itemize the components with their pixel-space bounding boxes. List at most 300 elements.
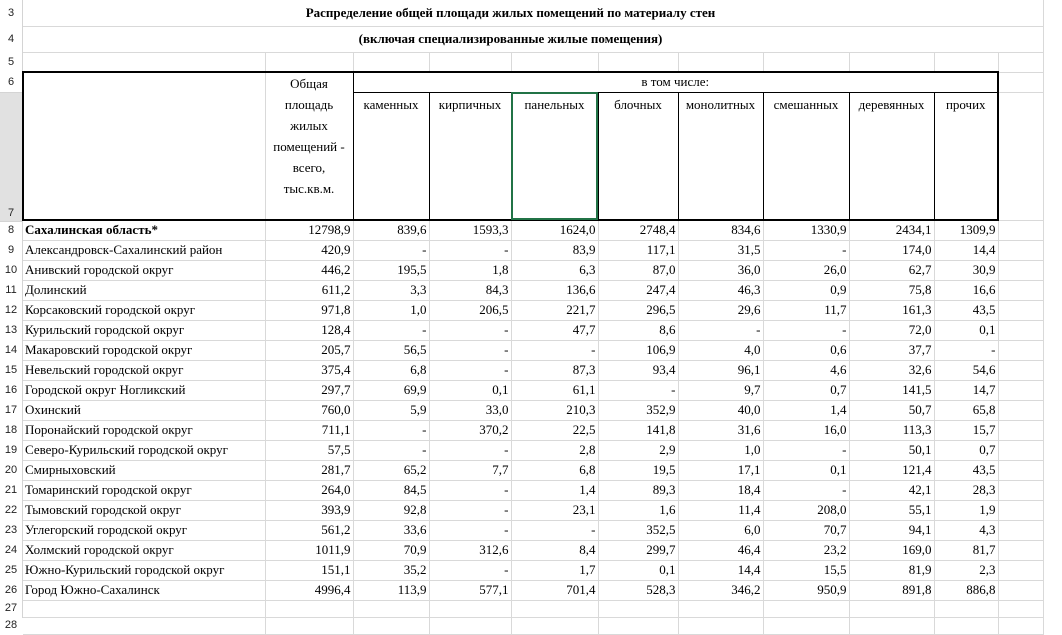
sheet-title-line2[interactable]: (включая специализированные жилые помещения) [23, 26, 998, 52]
row-value[interactable]: 8,4 [511, 540, 598, 560]
cell[interactable] [353, 617, 429, 634]
row-total[interactable]: 1011,9 [265, 540, 353, 560]
row-value[interactable]: 0,7 [934, 440, 998, 460]
row-value[interactable]: 136,6 [511, 280, 598, 300]
cell[interactable] [998, 420, 1043, 440]
cell[interactable] [23, 600, 265, 617]
row-value[interactable]: 352,9 [598, 400, 678, 420]
cell[interactable] [998, 280, 1043, 300]
row-value[interactable]: 3,3 [353, 280, 429, 300]
row-value[interactable]: 56,5 [353, 340, 429, 360]
row-name[interactable]: Невельский городской округ [23, 360, 265, 380]
row-name[interactable]: Городской округ Ногликский [23, 380, 265, 400]
row-value[interactable]: 16,0 [763, 420, 849, 440]
row-value[interactable]: 43,5 [934, 300, 998, 320]
row-value[interactable]: 0,1 [598, 560, 678, 580]
row-value[interactable]: 1593,3 [429, 220, 511, 240]
table-row [23, 480, 1043, 500]
row-value[interactable]: 106,9 [598, 340, 678, 360]
row-value[interactable]: 14,4 [678, 560, 763, 580]
row-value[interactable]: - [429, 520, 511, 540]
table-row [23, 580, 1043, 600]
row-value[interactable]: 0,9 [763, 280, 849, 300]
row-value[interactable]: 23,1 [511, 500, 598, 520]
row-number[interactable]: 14 [4, 344, 18, 356]
row-value[interactable]: 96,1 [678, 360, 763, 380]
row-value[interactable]: 299,7 [598, 540, 678, 560]
row-value[interactable]: 11,7 [763, 300, 849, 320]
cell[interactable] [429, 617, 511, 634]
row-value[interactable]: 75,8 [849, 280, 934, 300]
row-header-column [0, 0, 23, 631]
row-value[interactable]: 17,1 [678, 460, 763, 480]
row-number[interactable]: 12 [4, 304, 18, 316]
row-value[interactable]: 72,0 [849, 320, 934, 340]
row-name[interactable]: Макаровский городской округ [23, 340, 265, 360]
cell[interactable] [998, 0, 1043, 26]
row-value[interactable]: 208,0 [763, 500, 849, 520]
row-value[interactable]: 15,7 [934, 420, 998, 440]
row-value[interactable]: 81,7 [934, 540, 998, 560]
row-name[interactable]: Сахалинская область* [23, 220, 265, 240]
row-value[interactable]: 84,3 [429, 280, 511, 300]
row-value[interactable]: 221,7 [511, 300, 598, 320]
row-value[interactable]: 43,5 [934, 460, 998, 480]
row-value[interactable]: 210,3 [511, 400, 598, 420]
table-row [23, 560, 1043, 580]
row-value[interactable]: 9,7 [678, 380, 763, 400]
row-number[interactable]: 19 [4, 444, 18, 456]
row-value[interactable]: 161,3 [849, 300, 934, 320]
row-number[interactable]: 24 [4, 544, 18, 556]
row-value[interactable]: 117,1 [598, 240, 678, 260]
column-header-3[interactable]: панельных [511, 92, 598, 220]
row-value[interactable]: 834,6 [678, 220, 763, 240]
row-value[interactable]: 2,9 [598, 440, 678, 460]
row-value[interactable]: 2,8 [511, 440, 598, 460]
cell[interactable] [763, 600, 849, 617]
sheet-title-line1[interactable]: Распределение общей площади жилых помещений по материалу стен [23, 0, 998, 26]
row-value[interactable]: 312,6 [429, 540, 511, 560]
cell[interactable] [998, 560, 1043, 580]
row-value[interactable]: 1,6 [598, 500, 678, 520]
row-value[interactable]: 352,5 [598, 520, 678, 540]
column-header-8[interactable]: прочих [934, 92, 998, 220]
row-value[interactable]: 89,3 [598, 480, 678, 500]
cell[interactable] [998, 240, 1043, 260]
row-name[interactable]: Курильский городской округ [23, 320, 265, 340]
row-value[interactable]: 5,9 [353, 400, 429, 420]
row-value[interactable]: 2,3 [934, 560, 998, 580]
row-value[interactable]: 121,4 [849, 460, 934, 480]
row-value[interactable]: 0,1 [934, 320, 998, 340]
row-value[interactable]: 0,6 [763, 340, 849, 360]
cell[interactable] [998, 320, 1043, 340]
cell[interactable] [265, 600, 353, 617]
row-value[interactable]: 839,6 [353, 220, 429, 240]
cell[interactable] [998, 72, 1043, 92]
row-value[interactable]: 87,3 [511, 360, 598, 380]
row-value[interactable]: 8,6 [598, 320, 678, 340]
row-value[interactable]: - [511, 520, 598, 540]
row-value[interactable]: 22,5 [511, 420, 598, 440]
row-value[interactable]: - [353, 440, 429, 460]
row-number[interactable]: 3 [7, 7, 15, 19]
row-name[interactable]: Александровск-Сахалинский район [23, 240, 265, 260]
row-value[interactable]: - [598, 380, 678, 400]
cell[interactable] [429, 600, 511, 617]
row-value[interactable]: - [429, 440, 511, 460]
row-value[interactable]: 0,7 [763, 380, 849, 400]
row-total[interactable]: 205,7 [265, 340, 353, 360]
row-value[interactable]: 206,5 [429, 300, 511, 320]
cell[interactable] [511, 617, 598, 634]
cell[interactable] [598, 52, 678, 72]
row-value[interactable]: 6,8 [511, 460, 598, 480]
row-number[interactable]: 7 [0, 92, 22, 222]
row-total[interactable]: 57,5 [265, 440, 353, 460]
cell[interactable] [598, 600, 678, 617]
row-total[interactable]: 12798,9 [265, 220, 353, 240]
row-value[interactable]: 32,6 [849, 360, 934, 380]
row-number[interactable]: 17 [4, 404, 18, 416]
row-value[interactable]: 891,8 [849, 580, 934, 600]
row-number[interactable]: 25 [4, 564, 18, 576]
row-total[interactable]: 711,1 [265, 420, 353, 440]
row-value[interactable]: 2748,4 [598, 220, 678, 240]
row-value[interactable]: 65,8 [934, 400, 998, 420]
row-value[interactable]: - [763, 480, 849, 500]
row-value[interactable]: 6,3 [511, 260, 598, 280]
row-number[interactable]: 26 [4, 584, 18, 596]
cell[interactable] [353, 600, 429, 617]
row-value[interactable]: 70,9 [353, 540, 429, 560]
header-name-cell[interactable] [23, 72, 265, 220]
row-value[interactable]: 92,8 [353, 500, 429, 520]
row-value[interactable]: 174,0 [849, 240, 934, 260]
row-value[interactable]: - [353, 320, 429, 340]
row-number[interactable]: 16 [4, 384, 18, 396]
row-value[interactable]: 7,7 [429, 460, 511, 480]
row-value[interactable]: 1624,0 [511, 220, 598, 240]
row-value[interactable]: 33,6 [353, 520, 429, 540]
cell[interactable] [998, 500, 1043, 520]
row-value[interactable]: 113,3 [849, 420, 934, 440]
row-value[interactable]: 30,9 [934, 260, 998, 280]
cell[interactable] [998, 360, 1043, 380]
row-value[interactable]: 6,8 [353, 360, 429, 380]
row-value[interactable]: 69,9 [353, 380, 429, 400]
cell[interactable] [998, 26, 1043, 52]
row-value[interactable]: 11,4 [678, 500, 763, 520]
row-value[interactable]: 296,5 [598, 300, 678, 320]
row-total[interactable]: 446,2 [265, 260, 353, 280]
cell[interactable] [998, 440, 1043, 460]
row-name[interactable]: Северо-Курильский городской округ [23, 440, 265, 460]
cell[interactable] [511, 52, 598, 72]
cell[interactable] [678, 617, 763, 634]
row-value[interactable]: 65,2 [353, 460, 429, 480]
column-header-6[interactable]: смешанных [763, 92, 849, 220]
cell[interactable] [998, 300, 1043, 320]
cell[interactable] [998, 260, 1043, 280]
column-header-4[interactable]: блочных [598, 92, 678, 220]
cell[interactable] [998, 380, 1043, 400]
row-value[interactable]: 36,0 [678, 260, 763, 280]
table-row [23, 240, 1043, 260]
cell[interactable] [678, 600, 763, 617]
row-value[interactable]: 950,9 [763, 580, 849, 600]
row-value[interactable]: 195,5 [353, 260, 429, 280]
row-name[interactable]: Южно-Курильский городской округ [23, 560, 265, 580]
cell[interactable] [934, 600, 998, 617]
table-row [23, 280, 1043, 300]
row-value[interactable]: 81,9 [849, 560, 934, 580]
cell[interactable] [849, 617, 934, 634]
row-value[interactable]: 46,3 [678, 280, 763, 300]
cell[interactable] [511, 600, 598, 617]
cell[interactable] [998, 340, 1043, 360]
cell[interactable] [998, 52, 1043, 72]
cell[interactable] [849, 52, 934, 72]
row-number[interactable]: 10 [4, 264, 18, 276]
column-header-5[interactable]: монолитных [678, 92, 763, 220]
row-number[interactable]: 18 [4, 424, 18, 436]
cell[interactable] [265, 52, 353, 72]
row-value[interactable]: 26,0 [763, 260, 849, 280]
table-row [23, 500, 1043, 520]
cell[interactable] [998, 617, 1043, 634]
row-value[interactable]: 55,1 [849, 500, 934, 520]
row-value[interactable]: 14,7 [934, 380, 998, 400]
cell[interactable] [598, 617, 678, 634]
row-name[interactable]: Корсаковский городской округ [23, 300, 265, 320]
row-value[interactable]: 28,3 [934, 480, 998, 500]
row-value[interactable]: 84,5 [353, 480, 429, 500]
row-value[interactable]: 4,3 [934, 520, 998, 540]
row-value[interactable]: 18,4 [678, 480, 763, 500]
row-value[interactable]: 1309,9 [934, 220, 998, 240]
row-total[interactable]: 128,4 [265, 320, 353, 340]
row-number[interactable]: 11 [5, 284, 17, 296]
row-value[interactable]: 37,7 [849, 340, 934, 360]
column-header-2[interactable]: кирпичных [429, 92, 511, 220]
row-number[interactable]: 6 [7, 76, 15, 88]
row-name[interactable]: Холмский городской округ [23, 540, 265, 560]
row-value[interactable]: 15,5 [763, 560, 849, 580]
row-value[interactable]: 47,7 [511, 320, 598, 340]
cell[interactable] [998, 92, 1043, 220]
cell[interactable] [23, 52, 265, 72]
cell[interactable] [265, 617, 353, 634]
row-value[interactable]: 1,9 [934, 500, 998, 520]
table-row [23, 540, 1043, 560]
table-row [23, 360, 1043, 380]
row-name[interactable]: Долинский [23, 280, 265, 300]
table-row [23, 440, 1043, 460]
row-value[interactable]: 33,0 [429, 400, 511, 420]
row-value[interactable]: 54,6 [934, 360, 998, 380]
cell[interactable] [678, 52, 763, 72]
row-total[interactable]: 611,2 [265, 280, 353, 300]
column-header-1[interactable]: каменных [353, 92, 429, 220]
row-number[interactable]: 8 [7, 224, 15, 236]
row-value[interactable]: - [353, 240, 429, 260]
row-number[interactable]: 28 [4, 619, 18, 631]
row-number[interactable]: 15 [4, 364, 18, 376]
cell[interactable] [23, 617, 265, 634]
table-row [23, 460, 1043, 480]
row-value[interactable]: 1,8 [429, 260, 511, 280]
row-name[interactable]: Город Южно-Сахалинск [23, 580, 265, 600]
row-value[interactable]: 701,4 [511, 580, 598, 600]
row-value[interactable]: 4,6 [763, 360, 849, 380]
row-value[interactable]: 87,0 [598, 260, 678, 280]
row-value[interactable]: - [763, 240, 849, 260]
row-value[interactable]: 23,2 [763, 540, 849, 560]
cell[interactable] [998, 460, 1043, 480]
row-value[interactable]: 1330,9 [763, 220, 849, 240]
row-total[interactable]: 375,4 [265, 360, 353, 380]
row-value[interactable]: 93,4 [598, 360, 678, 380]
cell[interactable] [849, 600, 934, 617]
row-value[interactable]: 14,4 [934, 240, 998, 260]
cell[interactable] [998, 580, 1043, 600]
row-value[interactable]: 1,4 [511, 480, 598, 500]
row-value[interactable]: 0,1 [763, 460, 849, 480]
row-total[interactable]: 420,9 [265, 240, 353, 260]
row-number[interactable]: 22 [4, 504, 18, 516]
row-value[interactable]: 169,0 [849, 540, 934, 560]
row-total[interactable]: 393,9 [265, 500, 353, 520]
row-value[interactable]: - [429, 340, 511, 360]
row-value[interactable]: 1,7 [511, 560, 598, 580]
row-value[interactable]: 2434,1 [849, 220, 934, 240]
cell[interactable] [763, 617, 849, 634]
row-number[interactable]: 21 [4, 484, 18, 496]
row-value[interactable]: 577,1 [429, 580, 511, 600]
row-value[interactable]: - [429, 560, 511, 580]
row-value[interactable]: 886,8 [934, 580, 998, 600]
cell[interactable] [998, 400, 1043, 420]
header-including[interactable]: в том числе: [353, 72, 998, 92]
row-value[interactable]: 62,7 [849, 260, 934, 280]
row-value[interactable]: 31,6 [678, 420, 763, 440]
row-name[interactable]: Смирныховский [23, 460, 265, 480]
row-number[interactable]: 9 [7, 244, 15, 256]
cell[interactable] [998, 600, 1043, 617]
row-total[interactable]: 281,7 [265, 460, 353, 480]
row-total[interactable]: 561,2 [265, 520, 353, 540]
row-value[interactable]: - [678, 320, 763, 340]
table-row [23, 320, 1043, 340]
table-row [23, 520, 1043, 540]
row-name[interactable]: Охинский [23, 400, 265, 420]
row-value[interactable]: 31,5 [678, 240, 763, 260]
cell[interactable] [353, 52, 429, 72]
row-value[interactable]: 1,4 [763, 400, 849, 420]
row-number[interactable]: 5 [7, 56, 15, 68]
header-total-cell[interactable]: Общая площадь жилых помещений - всего, тыс.кв.м. [265, 72, 353, 220]
row-value[interactable]: 0,1 [429, 380, 511, 400]
row-name[interactable]: Тымовский городской округ [23, 500, 265, 520]
column-header-7[interactable]: деревянных [849, 92, 934, 220]
row-number[interactable]: 4 [7, 33, 15, 45]
cell[interactable] [998, 480, 1043, 500]
row-value[interactable]: - [763, 320, 849, 340]
row-value[interactable]: 6,0 [678, 520, 763, 540]
row-number[interactable]: 13 [4, 324, 18, 336]
row-value[interactable]: 113,9 [353, 580, 429, 600]
row-value[interactable]: - [429, 320, 511, 340]
row-value[interactable]: 528,3 [598, 580, 678, 600]
row-value[interactable]: - [429, 240, 511, 260]
row-value[interactable]: 19,5 [598, 460, 678, 480]
row-number[interactable]: 20 [4, 464, 18, 476]
row-value[interactable]: - [511, 340, 598, 360]
cell[interactable] [998, 540, 1043, 560]
row-total[interactable]: 760,0 [265, 400, 353, 420]
row-value[interactable]: 141,5 [849, 380, 934, 400]
cell[interactable] [934, 52, 998, 72]
row-value[interactable]: - [353, 420, 429, 440]
row-value[interactable]: 247,4 [598, 280, 678, 300]
row-value[interactable]: 50,1 [849, 440, 934, 460]
row-total[interactable]: 971,8 [265, 300, 353, 320]
row-value[interactable]: 61,1 [511, 380, 598, 400]
row-value[interactable]: - [763, 440, 849, 460]
cell[interactable] [763, 52, 849, 72]
row-value[interactable]: - [429, 500, 511, 520]
row-value[interactable]: 1,0 [678, 440, 763, 460]
row-value[interactable]: 4,0 [678, 340, 763, 360]
row-value[interactable]: 46,4 [678, 540, 763, 560]
cell[interactable] [429, 52, 511, 72]
row-value[interactable]: 16,6 [934, 280, 998, 300]
row-value[interactable]: 40,0 [678, 400, 763, 420]
row-value[interactable]: 70,7 [763, 520, 849, 540]
row-total[interactable]: 4996,4 [265, 580, 353, 600]
row-value[interactable]: - [934, 340, 998, 360]
row-value[interactable]: 83,9 [511, 240, 598, 260]
row-name[interactable]: Томаринский городской округ [23, 480, 265, 500]
table-row [23, 260, 1043, 280]
row-value[interactable]: 35,2 [353, 560, 429, 580]
row-value[interactable]: 346,2 [678, 580, 763, 600]
row-value[interactable]: 29,6 [678, 300, 763, 320]
spreadsheet-grid [22, 0, 1044, 635]
row-number[interactable]: 27 [4, 602, 18, 614]
row-total[interactable]: 297,7 [265, 380, 353, 400]
row-value[interactable]: - [429, 480, 511, 500]
row-total[interactable]: 151,1 [265, 560, 353, 580]
cell[interactable] [934, 617, 998, 634]
cell[interactable] [998, 520, 1043, 540]
cell[interactable] [998, 220, 1043, 240]
row-value[interactable]: 370,2 [429, 420, 511, 440]
row-name[interactable]: Углегорский городской округ [23, 520, 265, 540]
row-name[interactable]: Поронайский городской округ [23, 420, 265, 440]
row-value[interactable]: - [429, 360, 511, 380]
row-value[interactable]: 42,1 [849, 480, 934, 500]
row-value[interactable]: 94,1 [849, 520, 934, 540]
row-total[interactable]: 264,0 [265, 480, 353, 500]
row-value[interactable]: 50,7 [849, 400, 934, 420]
row-value[interactable]: 1,0 [353, 300, 429, 320]
row-name[interactable]: Анивский городской округ [23, 260, 265, 280]
row-number[interactable]: 23 [4, 524, 18, 536]
row-value[interactable]: 141,8 [598, 420, 678, 440]
